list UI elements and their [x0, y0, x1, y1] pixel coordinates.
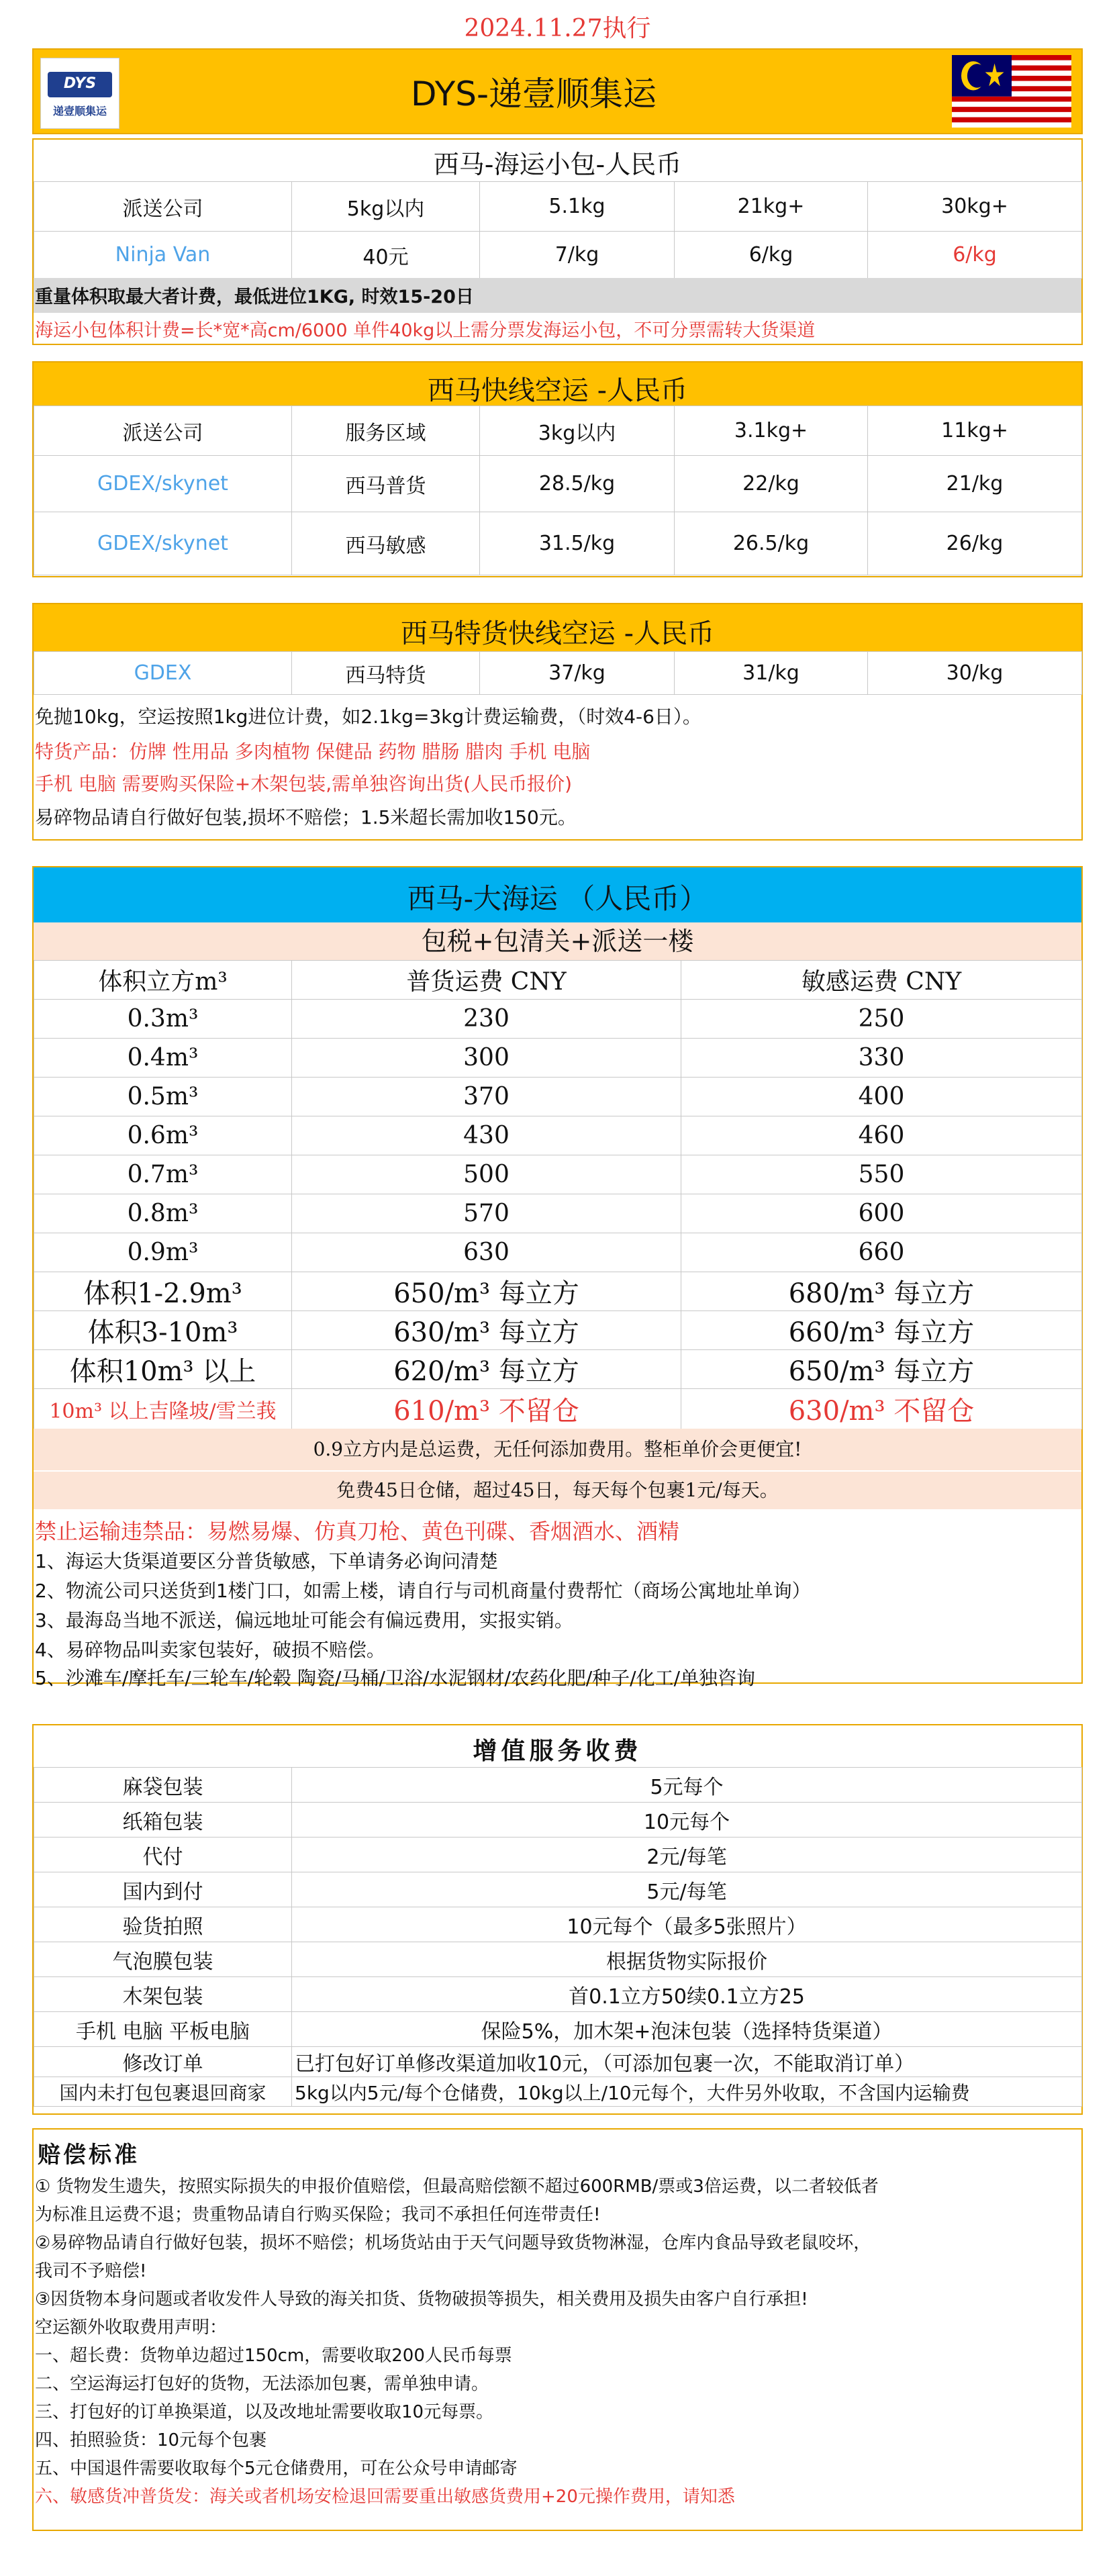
price-cell: 21/kg — [868, 456, 1082, 512]
special-goods-list: 特货产品：仿牌 性用品 多肉植物 保健品 药物 腊肠 腊肉 手机 电脑 — [35, 741, 591, 763]
general-price: 630 — [292, 1233, 681, 1272]
service-area: 西马普货 — [292, 456, 480, 512]
general-price: 650/m³ 每立方 — [292, 1272, 681, 1311]
price-cell: 40元 — [292, 232, 480, 279]
service-name: 麻袋包装 — [34, 1768, 292, 1803]
service-name: 木架包装 — [34, 1977, 292, 2012]
compensation-line: 一、超长费：货物单边超过150cm，需要收取200人民币每票 — [35, 2346, 512, 2366]
company-logo — [40, 58, 119, 129]
general-price: 630/m³ 每立方 — [292, 1311, 681, 1350]
volume-cell: 0.9m³ — [34, 1233, 292, 1272]
sensitive-price: 460 — [681, 1116, 1082, 1155]
service-fee: 5kg以内5元/每个仓储费，10kg以上/10元每个，大件另外收取，不含国内运输费 — [292, 2077, 1082, 2107]
service-fee: 已打包好订单修改渠道加收10元，（可添加包裹一次，不能取消订单） — [292, 2047, 1082, 2077]
air-special-title: 西马特货快线空运 -人民币 — [400, 618, 715, 649]
compensation-line: ① 货物发生遗失，按照实际损失的申报价值赔偿，但最高赔偿额不超过600RMB/票或3倍运费，以二者较低者 — [35, 2177, 879, 2197]
service-name: 气泡膜包装 — [34, 1942, 292, 1977]
general-price: 230 — [292, 1000, 681, 1039]
col-header: 派送公司 — [34, 182, 292, 232]
services-title: 增值服务收费 — [473, 1737, 642, 1765]
sensitive-price: 660 — [681, 1233, 1082, 1272]
sea-big-rule: 3、最海岛当地不派送，偏远地址可能会有偏远费用，实报实销。 — [35, 1609, 573, 1631]
price-cell: 7/kg — [480, 232, 675, 279]
sea-big-rule: 5、沙滩车/摩托车/三轮车/轮毂 陶瓷/马桶/卫浴/水泥钢材/农药化肥/种子/化工/单独咨询 — [35, 1667, 756, 1689]
volume-cell: 0.3m³ — [34, 1000, 292, 1039]
col-header: 5kg以内 — [292, 182, 480, 232]
sea-big-table — [34, 960, 1082, 1429]
service-fee: 10元每个 — [292, 1803, 1082, 1838]
compensation-line: 三、打包好的订单换渠道，以及改地址需要收取10元每票。 — [35, 2402, 494, 2422]
service-fee: 2元/每笔 — [292, 1838, 1082, 1872]
col-header: 5.1kg — [480, 182, 675, 232]
service-name: 国内到付 — [34, 1872, 292, 1907]
execution-date: 2024.11.27执行 — [464, 15, 651, 42]
compensation-line: 二、空运海运打包好的货物，无法添加包裹，需单独申请。 — [35, 2374, 489, 2394]
price-cell: 28.5/kg — [480, 456, 675, 512]
sea-small-table — [34, 181, 1082, 279]
air-special-note: 免抛10kg，空运按照1kg进位计费，如2.1kg=3kg计费运输费，（时效4-6日）。 — [35, 706, 701, 728]
forbidden-goods: 禁止运输违禁品：易燃易爆、仿真刀枪、黄色刊碟、香烟酒水、酒精 — [35, 1519, 680, 1544]
col-header: 30kg+ — [868, 182, 1082, 232]
service-area: 西马敏感 — [292, 512, 480, 575]
courier-name: Ninja Van — [34, 232, 292, 279]
price-cell: 31.5/kg — [480, 512, 675, 575]
service-name: 代付 — [34, 1838, 292, 1872]
col-header: 3kg以内 — [480, 406, 675, 456]
sea-small-title: 西马-海运小包-人民币 — [433, 150, 682, 179]
sea-big-rule: 1、海运大货渠道要区分普货敏感，下单请务必询问清楚 — [35, 1550, 498, 1572]
col-header: 敏感运费 CNY — [681, 961, 1082, 1000]
services-table — [34, 1767, 1082, 2107]
sensitive-price: 250 — [681, 1000, 1082, 1039]
service-fee: 根据货物实际报价 — [292, 1942, 1082, 1977]
service-fee: 10元每个（最多5张照片） — [292, 1907, 1082, 1942]
compensation-line: 六、敏感货冲普货发：海关或者机场安检退回需要重出敏感货费用+20元操作费用，请知悉 — [35, 2487, 735, 2507]
service-name: 验货拍照 — [34, 1907, 292, 1942]
volume-cell: 体积1-2.9m³ — [34, 1272, 292, 1311]
col-header: 体积立方m³ — [34, 961, 292, 1000]
storage-note: 免费45日仓储，超过45日，每天每个包裹1元/每天。 — [34, 1472, 1081, 1509]
compensation-line: 四、拍照验货：10元每个包裹 — [35, 2430, 267, 2450]
price-cell: 30/kg — [868, 652, 1082, 695]
col-header: 派送公司 — [34, 406, 292, 456]
col-header: 3.1kg+ — [675, 406, 868, 456]
price-cell: 22/kg — [675, 456, 868, 512]
service-fee: 5元/每笔 — [292, 1872, 1082, 1907]
sea-small-note: 重量体积取最大者计费，最低进位1KG, 时效15-20日 — [35, 287, 474, 307]
price-cell: 6/kg — [675, 232, 868, 279]
air-fast-title: 西马快线空运 -人民币 — [427, 375, 688, 406]
courier-name: GDEX — [34, 652, 292, 695]
volume-cell: 0.8m³ — [34, 1194, 292, 1233]
sea-big-title: 西马-大海运 （人民币） — [407, 882, 708, 915]
logo-band — [48, 72, 112, 97]
sea-big-rule: 4、易碎物品叫卖家包装好，破损不赔偿。 — [35, 1639, 385, 1661]
courier-name: GDEX/skynet — [34, 512, 292, 575]
air-fast-table — [34, 406, 1082, 575]
sea-small-volume-note: 海运小包体积计费=长*宽*高cm/6000 单件40kg以上需分票发海运小包，不可分票需转大货渠道 — [35, 320, 816, 341]
page-title: DYS-递壹顺集运 — [410, 75, 657, 113]
price-cell: 26.5/kg — [675, 512, 868, 575]
volume-cell: 0.6m³ — [34, 1116, 292, 1155]
sensitive-price: 680/m³ 每立方 — [681, 1272, 1082, 1311]
courier-name: GDEX/skynet — [34, 456, 292, 512]
col-header: 服务区域 — [292, 406, 480, 456]
service-name: 纸箱包装 — [34, 1803, 292, 1838]
logo-caption: 递壹顺集运 — [52, 105, 107, 117]
logo-text: DYS — [63, 75, 97, 92]
compensation-line: 为标准且运费不退；贵重物品请自行购买保险；我司不承担任何连带责任! — [35, 2205, 601, 2225]
volume-cell: 0.5m³ — [34, 1078, 292, 1116]
sensitive-price: 650/m³ 每立方 — [681, 1350, 1082, 1389]
volume-cell: 0.7m³ — [34, 1155, 292, 1194]
general-price: 300 — [292, 1039, 681, 1078]
col-header: 11kg+ — [868, 406, 1082, 456]
col-header: 21kg+ — [675, 182, 868, 232]
service-name: 国内未打包包裹退回商家 — [34, 2077, 292, 2107]
compensation-line: 我司不予赔偿! — [35, 2261, 147, 2281]
price-cell: 26/kg — [868, 512, 1082, 575]
sensitive-price: 550 — [681, 1155, 1082, 1194]
compensation-line: ③因货物本身问题或者收发件人导致的海关扣货、货物破损等损失，相关费用及损失由客户自行承担! — [35, 2289, 808, 2309]
sea-big-subtitle: 包税+包清关+派送一楼 — [34, 922, 1081, 960]
sea-big-rule: 2、物流公司只送货到1楼门口，如需上楼，请自行与司机商量付费帮忙（商场公寓地址单询） — [35, 1580, 811, 1602]
malaysia-flag-icon — [952, 55, 1071, 128]
general-price: 610/m³ 不留仓 — [292, 1389, 681, 1429]
service-fee: 首0.1立方50续0.1立方25 — [292, 1977, 1082, 2012]
sensitive-price: 630/m³ 不留仓 — [681, 1389, 1082, 1429]
service-name: 手机 电脑 平板电脑 — [34, 2012, 292, 2047]
volume-cell: 体积3-10m³ — [34, 1311, 292, 1350]
compensation-line: ②易碎物品请自行做好包装，损坏不赔偿；机场货站由于天气问题导致货物淋湿，仓库内食品导致老鼠咬坏， — [35, 2233, 871, 2253]
sensitive-price: 330 — [681, 1039, 1082, 1078]
sensitive-price: 660/m³ 每立方 — [681, 1311, 1082, 1350]
compensation-line: 五、中国退件需要收取每个5元仓储费用，可在公众号申请邮寄 — [35, 2459, 518, 2479]
volume-cell: 0.4m³ — [34, 1039, 292, 1078]
general-price: 500 — [292, 1155, 681, 1194]
compensation-line: 空运额外收取费用声明： — [35, 2318, 228, 2338]
service-fee: 5元每个 — [292, 1768, 1082, 1803]
sensitive-price: 600 — [681, 1194, 1082, 1233]
price-cell: 6/kg — [868, 232, 1082, 279]
general-price: 570 — [292, 1194, 681, 1233]
volume-cell: 10m³ 以上吉隆坡/雪兰莪 — [34, 1389, 292, 1429]
service-name: 修改订单 — [34, 2047, 292, 2077]
service-fee: 保险5%，加木架+泡沫包装（选择特货渠道） — [292, 2012, 1082, 2047]
price-cell: 31/kg — [675, 652, 868, 695]
general-price: 430 — [292, 1116, 681, 1155]
service-area: 西马特货 — [292, 652, 480, 695]
sensitive-price: 400 — [681, 1078, 1082, 1116]
sea-big-note: 0.9立方内是总运费，无任何添加费用。整柜单价会更便宜! — [34, 1429, 1081, 1470]
phone-pc-note: 手机 电脑 需要购买保险+木架包装,需单独咨询出货(人民币报价) — [35, 773, 573, 795]
col-header: 普货运费 CNY — [292, 961, 681, 1000]
air-special-table — [34, 651, 1082, 695]
compensation-title: 赔偿标准 — [38, 2142, 140, 2168]
volume-cell: 体积10m³ 以上 — [34, 1350, 292, 1389]
general-price: 620/m³ 每立方 — [292, 1350, 681, 1389]
fragile-note: 易碎物品请自行做好包装,损坏不赔偿；1.5米超长需加收150元。 — [35, 806, 577, 828]
price-cell: 37/kg — [480, 652, 675, 695]
general-price: 370 — [292, 1078, 681, 1116]
